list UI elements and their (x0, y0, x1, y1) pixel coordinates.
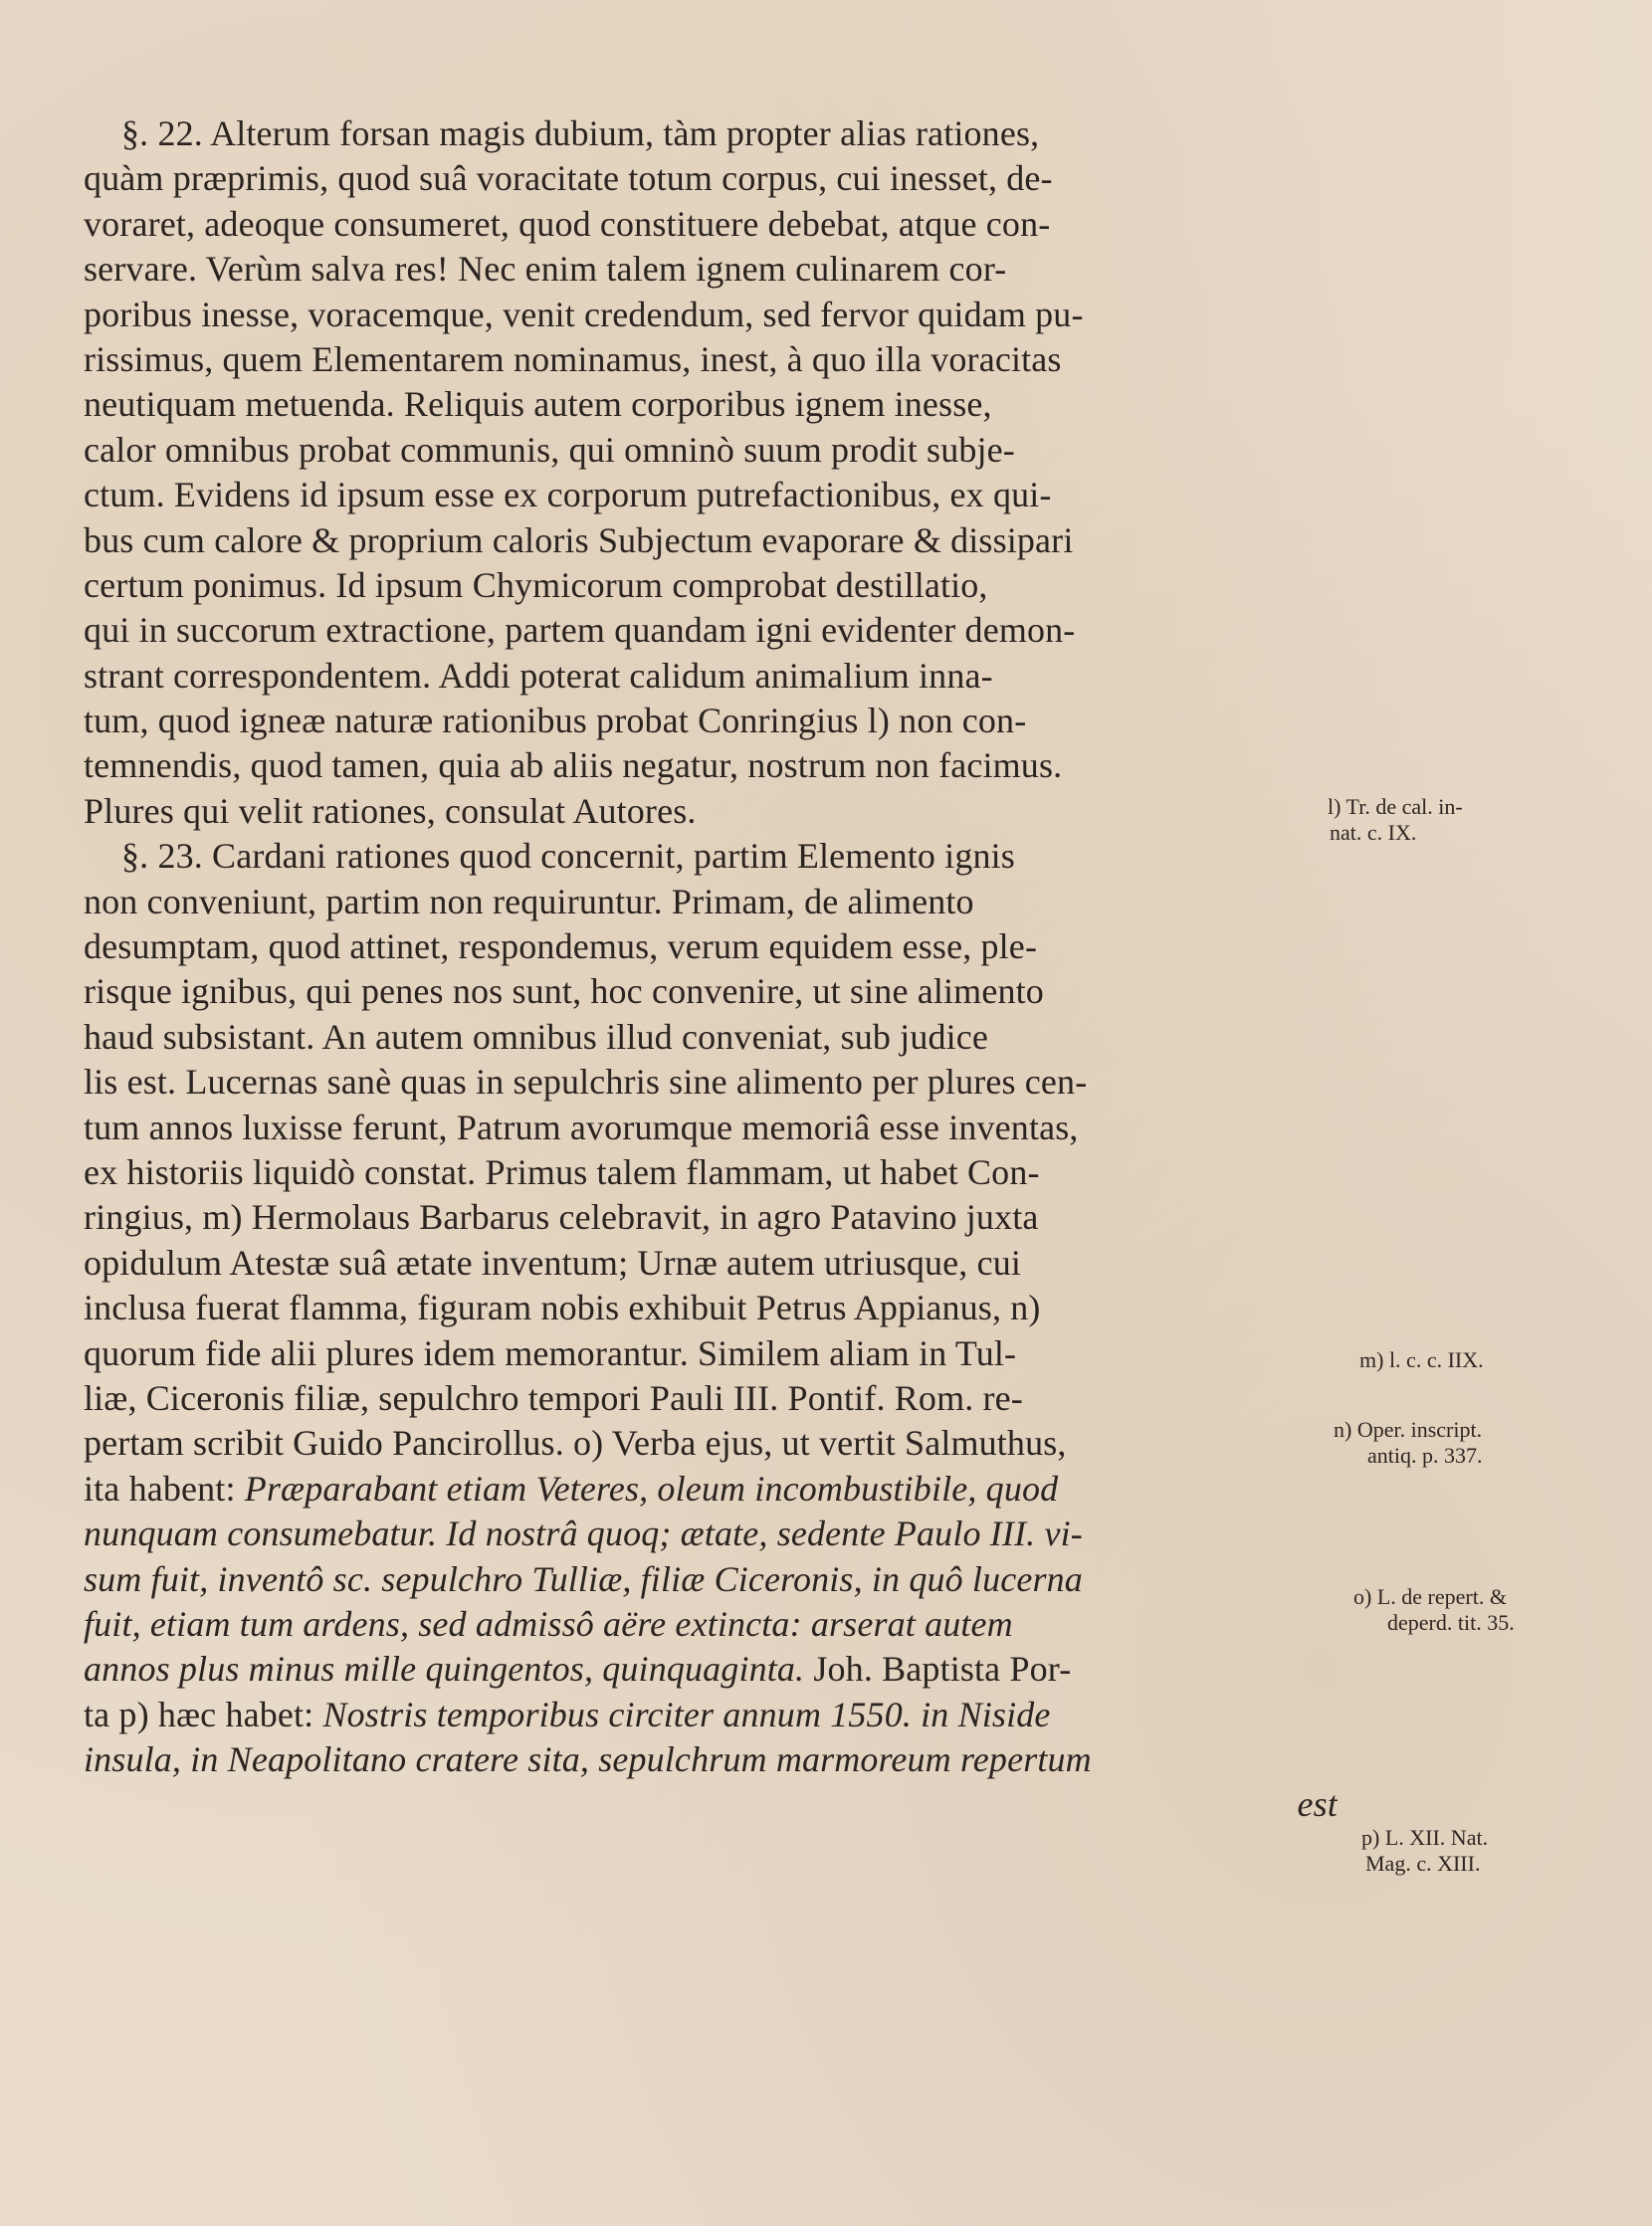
margin-note-o (1353, 1584, 1515, 1636)
text-line (84, 834, 1338, 879)
margin-note-o-line1: o) L. de repert. & (1353, 1584, 1507, 1609)
text-line (84, 428, 1338, 473)
line-roman-text: §. 22. Alterum forsan magis dubium, tàm propter alias rationes, (121, 113, 1040, 153)
text-line (84, 382, 1338, 427)
text-line (84, 1376, 1338, 1421)
text-line (84, 1106, 1338, 1150)
text-line (84, 969, 1338, 1014)
text-line (84, 1737, 1338, 1782)
line-roman-text: opidulum Atestæ suâ ætate inventum; Urnæ autem utriusque, cui (84, 1242, 1022, 1283)
text-line (84, 1060, 1338, 1105)
margin-note-m-line1: m) l. c. c. IIX. (1359, 1347, 1484, 1372)
text-line (84, 1647, 1338, 1692)
margin-note-n-line2: antiq. p. 337. (1367, 1443, 1483, 1468)
margin-note-l-line2: nat. c. IX. (1330, 820, 1417, 845)
text-line (84, 1331, 1338, 1376)
line-italic-text: fuit, etiam tum ardens, sed admissô aëre extincta: arserat autem (84, 1603, 1013, 1644)
text-line (84, 1693, 1338, 1737)
text-line (84, 654, 1338, 699)
line-roman-text: ita habent: (84, 1468, 245, 1509)
line-roman-text: calor omnibus probat communis, qui omninò suum prodit subje- (84, 429, 1015, 470)
line-roman-text: servare. Verùm salva res! Nec enim talem ignem culinarem cor- (84, 249, 1007, 290)
text-line (84, 1782, 1338, 1827)
text-line (84, 1602, 1338, 1647)
text-line (84, 1421, 1338, 1466)
margin-note-p (1361, 1825, 1488, 1877)
line-roman-text: inclusa fuerat flamma, figuram nobis exhibuit Petrus Appianus, n) (84, 1288, 1041, 1328)
text-line (84, 1557, 1338, 1602)
line-italic-text: Præparabant etiam Veteres, oleum incombustibile, quod (244, 1468, 1059, 1509)
line-roman-text: non conveniunt, partim non requiruntur. Primam, de alimento (84, 881, 974, 921)
line-roman-text: qui in succorum extractione, partem quandam igni evidenter demon- (84, 610, 1076, 651)
line-roman-text: risque ignibus, qui penes nos sunt, hoc convenire, ut sine alimento (84, 971, 1044, 1012)
line-roman-text: poribus inesse, voracemque, venit credendum, sed fervor quidam pu- (84, 294, 1084, 334)
text-line (84, 111, 1338, 156)
line-italic-text: Nostris temporibus circiter annum 1550. in Niside (322, 1694, 1051, 1734)
line-roman-text: voraret, adeoque consumeret, quod constituere debebat, atque con- (84, 203, 1051, 244)
text-line (84, 1286, 1338, 1330)
line-roman-text: certum ponimus. Id ipsum Chymicorum comprobat destillatio, (84, 564, 988, 605)
line-roman-text: tum annos luxisse ferunt, Patrum avorumque memoriâ esse inventas, (84, 1107, 1079, 1147)
text-line (84, 608, 1338, 653)
line-italic-text: insula, in Neapolitano cratere sita, sepulchrum marmoreum repertum (84, 1739, 1092, 1780)
line-roman-text: neutiquam metuenda. Reliquis autem corporibus ignem inesse, (84, 384, 992, 425)
line-roman-text: liæ, Ciceronis filiæ, sepulchro tempori Pauli III. Pontif. Rom. re- (84, 1377, 1023, 1418)
text-line (84, 518, 1338, 563)
line-roman-text: haud subsistant. An autem omnibus illud conveniat, sub judice (84, 1016, 989, 1057)
text-line (84, 293, 1338, 337)
margin-note-l (1328, 794, 1463, 846)
line-roman-text: quorum fide alii plures idem memorantur. Similem aliam in Tul- (84, 1332, 1017, 1373)
text-line (84, 247, 1338, 292)
text-line (84, 473, 1338, 517)
margin-note-n-line1: n) Oper. inscript. (1334, 1417, 1483, 1442)
line-roman-text: bus cum calore & proprium caloris Subjectum evaporare & dissipari (84, 519, 1074, 560)
text-line (84, 1512, 1338, 1556)
text-line (84, 743, 1338, 788)
line-roman-text: §. 23. Cardani rationes quod concernit, partim Elemento ignis (121, 836, 1015, 877)
line-italic-text: sum fuit, inventô sc. sepulchro Tulliæ, filiæ Ciceronis, in quô lucerna (84, 1558, 1083, 1599)
line-roman-text: ringius, m) Hermolaus Barbarus celebravit, in agro Patavino juxta (84, 1197, 1039, 1238)
text-line (84, 337, 1338, 382)
line-italic-text: est (1297, 1784, 1338, 1825)
text-line (84, 563, 1338, 608)
line-roman-text: lis est. Lucernas sanè quas in sepulchris sine alimento per plures cen- (84, 1062, 1088, 1103)
line-roman-text: Plures qui velit rationes, consulat Autores. (84, 790, 697, 831)
line-roman-text: temnendis, quod tamen, quia ab aliis negatur, nostrum non facimus. (84, 745, 1063, 786)
text-line (84, 789, 1338, 834)
line-italic-text: nunquam consumebatur. Id nostrâ quoq; ætate, sedente Paulo III. vi- (84, 1514, 1083, 1554)
line-roman-text: strant correspondentem. Addi poterat calidum animalium inna- (84, 655, 993, 696)
line-roman-text: tum, quod igneæ naturæ rationibus probat Conringius l) non con- (84, 701, 1027, 741)
margin-note-o-line2: deperd. tit. 35. (1387, 1610, 1515, 1635)
line-roman-tail: Joh. Baptista Por- (804, 1649, 1072, 1690)
margin-note-l-line1: l) Tr. de cal. in- (1328, 794, 1463, 819)
text-line (84, 880, 1338, 924)
text-line (84, 156, 1338, 201)
line-roman-text: ctum. Evidens id ipsum esse ex corporum putrefactionibus, ex qui- (84, 475, 1052, 515)
margin-note-n (1334, 1417, 1483, 1469)
line-roman-text: quàm præprimis, quod suâ voracitate totum corpus, cui inesset, de- (84, 158, 1053, 199)
line-roman-text: desumptam, quod attinet, respondemus, verum equidem esse, ple- (84, 926, 1038, 967)
text-line (84, 1241, 1338, 1286)
line-roman-text: ta p) hæc habet: (84, 1694, 323, 1734)
text-line (84, 1195, 1338, 1240)
line-roman-text: rissimus, quem Elementarem nominamus, inest, à quo illa voracitas (84, 338, 1062, 379)
margin-note-m (1359, 1347, 1484, 1373)
text-line (84, 1467, 1338, 1512)
text-line (84, 1015, 1338, 1060)
line-italic-text: annos plus minus mille quingentos, quinquaginta. (84, 1649, 805, 1690)
margin-note-p-line2: Mag. c. XIII. (1365, 1851, 1481, 1876)
text-line (84, 202, 1338, 247)
line-roman-text: pertam scribit Guido Pancirollus. o) Verba ejus, ut vertit Salmuthus, (84, 1423, 1067, 1464)
text-line (84, 699, 1338, 743)
main-text-block (84, 111, 1338, 1828)
text-line (84, 924, 1338, 969)
margin-note-p-line1: p) L. XII. Nat. (1361, 1825, 1489, 1850)
line-roman-text: ex historiis liquidò constat. Primus talem flammam, ut habet Con- (84, 1151, 1040, 1192)
text-line (84, 1150, 1338, 1195)
